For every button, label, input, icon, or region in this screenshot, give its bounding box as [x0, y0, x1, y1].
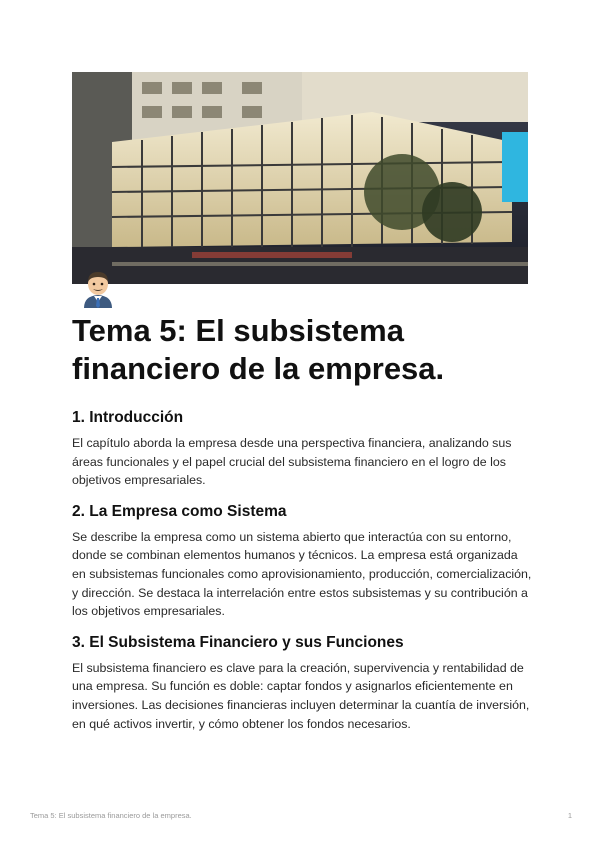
section-empresa-sistema — [72, 502, 532, 621]
footer-page-number: 1 — [567, 811, 572, 820]
section-introduccion — [72, 408, 532, 490]
section-paragraph: El subsistema financiero es clave para la creación, supervivencia y rentabilidad de una empresa. Su función es doble: captar fondos y asignarlos eficientemente en inversiones. Las decisiones financieras incluyen determinar la cuantía de inversión, en qué activos invertir, y cómo obtener los fondos necesarios. — [72, 660, 530, 731]
section-paragraph: El capítulo aborda la empresa desde una perspectiva financiera, analizando sus áreas funcionales y el papel crucial del subsistema financiero en el logro de los objetivos empresariales. — [72, 436, 512, 488]
document-body — [72, 408, 532, 745]
section-heading: 2. La Empresa como Sistema — [72, 502, 287, 520]
cover-image — [72, 72, 528, 284]
footer-title: Tema 5: El subsistema financiero de la empresa. — [30, 811, 192, 820]
businessman-emoji-icon — [80, 268, 116, 308]
section-subsistema-financiero — [72, 633, 532, 733]
section-paragraph: Se describe la empresa como un sistema abierto que interactúa con su entorno, donde se combinan elementos humanos y técnicos. La empresa está organizada en subsistemas funcionales como aprovisionamiento, producción, comercialización, y dirección. Se destaca la interrelación entre estos subsistemas y su contribución a los objetivos empresariales. — [72, 529, 532, 619]
page-title: Tema 5: El subsistema financiero de la empresa. — [72, 313, 445, 386]
section-heading: 1. Introducción — [72, 409, 184, 426]
section-heading: 3. El Subsistema Financiero y sus Funciones — [72, 633, 404, 651]
